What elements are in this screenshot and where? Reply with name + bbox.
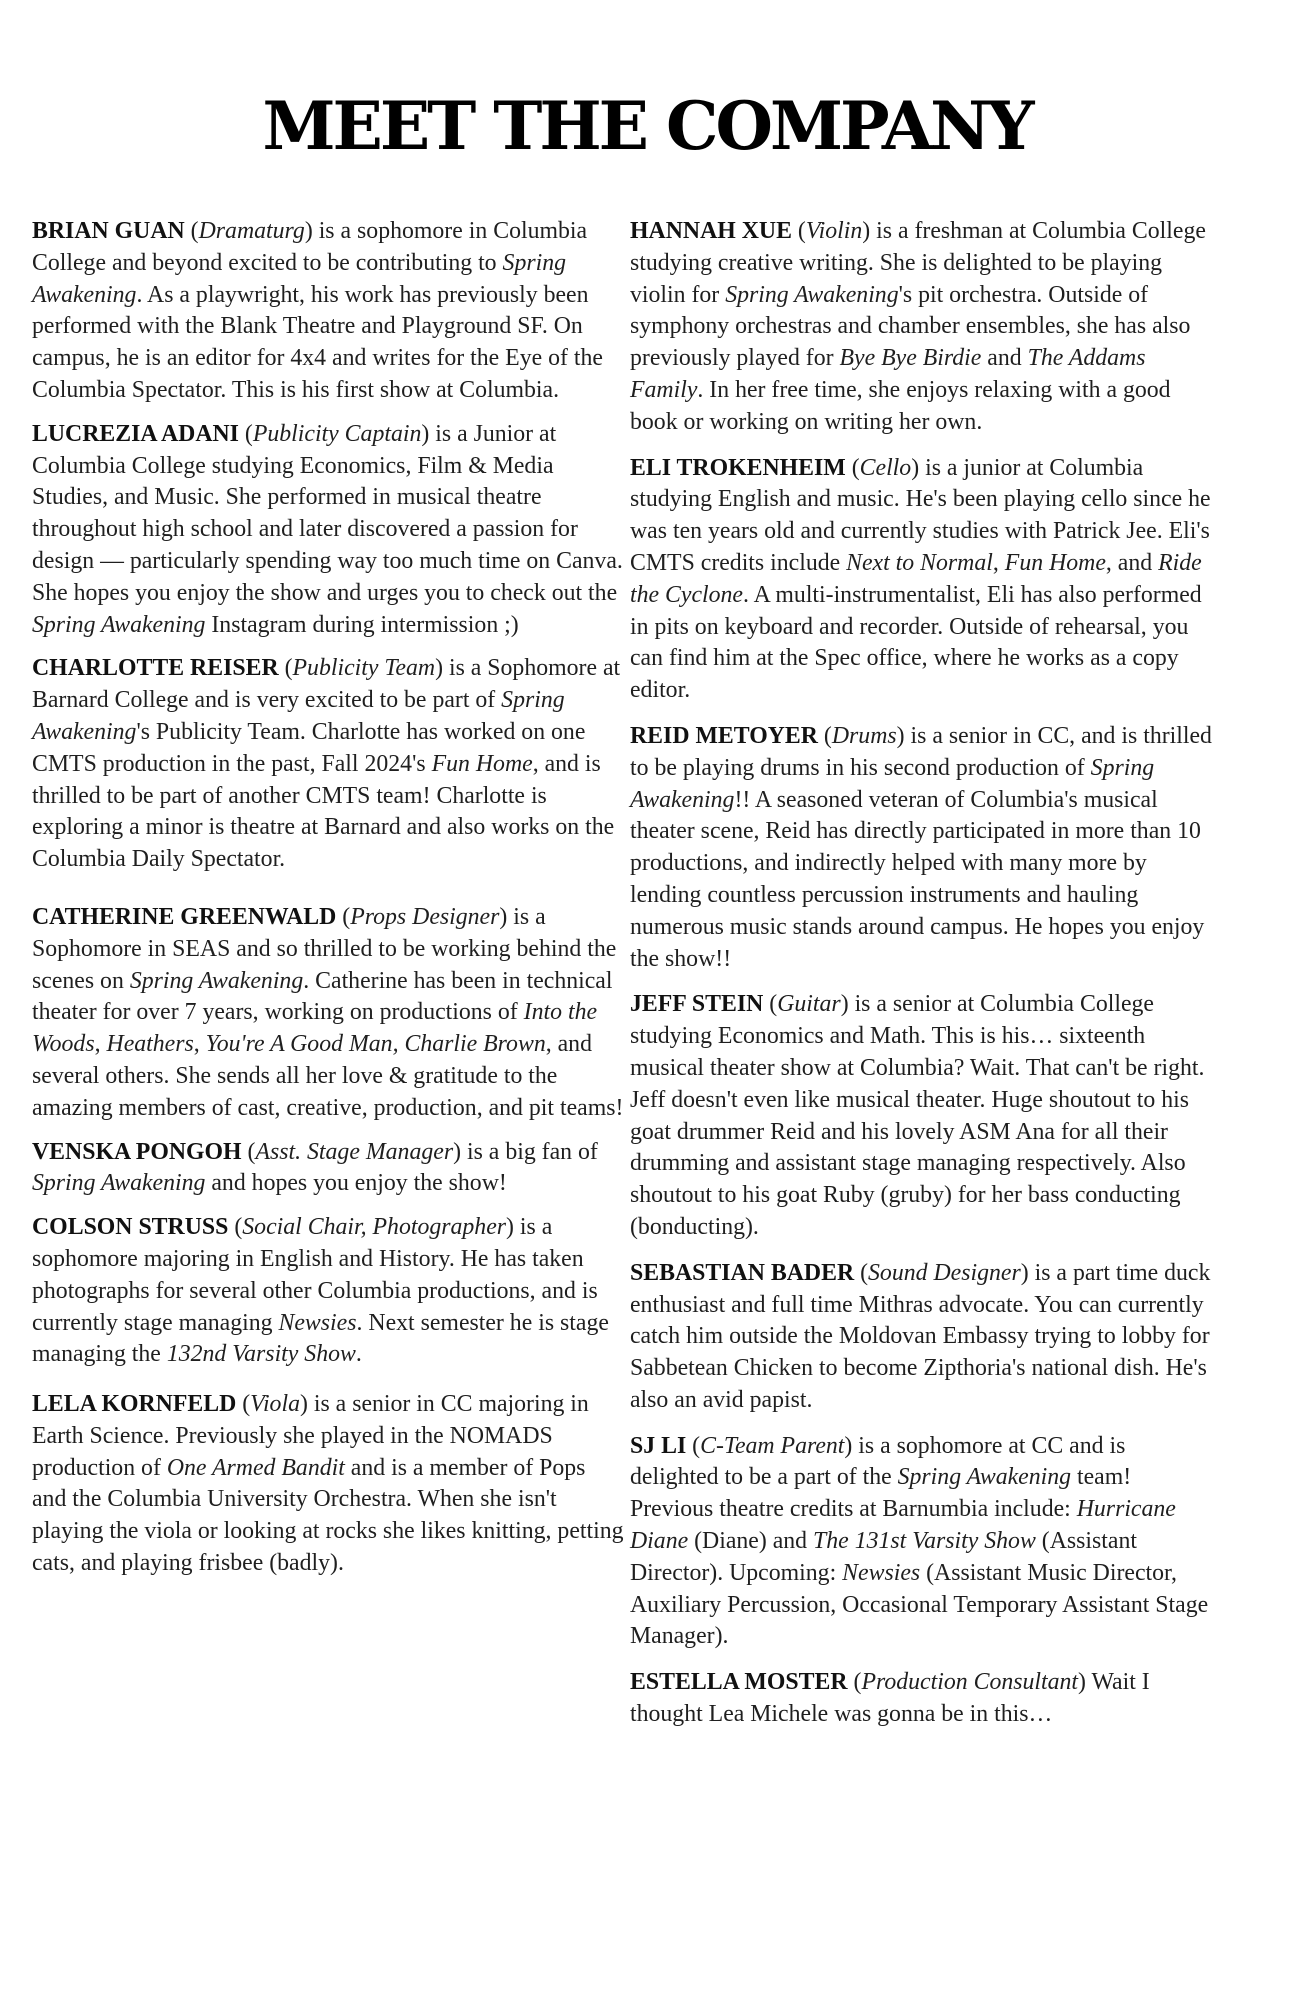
bio-italic-title: Spring Awakening	[630, 754, 1155, 813]
bio-text: is a freshman at Columbia College studying creative writing. She is delighted to be playing violin for	[630, 218, 1206, 308]
bio-italic-title: Next to Normal	[846, 549, 993, 576]
bio-role: Production Consultant	[861, 1669, 1079, 1696]
bio-text: Instagram during intermission ;)	[205, 611, 519, 638]
bio-entry: REID METOYER (Drums) is a senior in CC, and is thrilled to be playing drums in his second production of Spring Awakening!! A seasoned veteran of Columbia's musical theater scene, Reid has directly participated in more than 10 productions, and indirectly helped with many more by lending countless percussion instruments and hauling numerous music stands around campus. He hopes you enjoy the show!!	[630, 722, 1212, 972]
bio-text: . In her free time, she enjoys relaxing with a good book or working on writing her own.	[630, 376, 1171, 435]
bio-name: VENSKA PONGOH	[32, 1138, 242, 1165]
bio-text: is a big fan of	[461, 1138, 598, 1165]
bio-entry: BRIAN GUAN (Dramaturg) is a sophomore in Columbia College and beyond excited to be contributing to Spring Awakening. As a playwright, his work has previously been performed with the Blank Theatre and Playground SF. On campus, he is an editor for 4x4 and writes for the Eye of the Columbia Spectator. This is his first show at Columbia.	[32, 218, 603, 403]
bio-role: Asst. Stage Manager	[255, 1138, 454, 1165]
bio-role: Sound Designer	[868, 1259, 1021, 1286]
bio-name: COLSON STRUSS	[32, 1214, 229, 1241]
bio-text: (Assistant Director). Upcoming:	[630, 1528, 1137, 1586]
bio-italic-title: Bye Bye Birdie	[839, 345, 982, 372]
bio-text: is a sophomore majoring in English and History. He has taken photographs for several other Columbia productions, and is currently stage managing	[32, 1214, 598, 1336]
bio-name: SJ LI	[630, 1432, 687, 1459]
bio-text: Wait I thought Lea Michele was gonna be in this…	[630, 1669, 1150, 1728]
bio-italic-title: Spring Awakening	[129, 967, 304, 994]
bio-text: is a sophomore at CC and is delighted to be a part of the	[630, 1432, 1126, 1491]
bio-name: ELI TROKENHEIM	[630, 454, 846, 481]
bio-text: 's pit orchestra. Outside of symphony orchestras and chamber ensembles, she has also previously played for	[630, 281, 1191, 372]
bio-text: is a part time duck enthusiast and full time Mithras advocate. You can currently catch him outside the Moldovan Embassy trying to lobby for Sabbetean Chicken to become Zipthoria's national dish. He's also an avid papist.	[630, 1259, 1211, 1413]
bio-role: Publicity Team	[292, 655, 436, 682]
bio-text: . A multi-instrumentalist, Eli has also performed in pits on keyboard and recorder. Outside of rehearsal, you can find him at the Spec office, where he works as a copy editor.	[630, 581, 1202, 704]
bio-text: . Next semester he is stage managing the	[32, 1309, 609, 1368]
bio-italic-title: Newsies	[842, 1559, 921, 1586]
bio-name: HANNAH XUE	[630, 218, 792, 244]
bio-role: Social Chair, Photographer	[242, 1214, 507, 1241]
bio-italic-title: You're A Good Man, Charlie Brown	[205, 1031, 546, 1058]
bio-name: SEBASTIAN BADER	[630, 1259, 855, 1286]
bio-italic-title: Newsies	[278, 1309, 357, 1336]
bio-role: Guitar	[777, 991, 841, 1018]
bio-name: CATHERINE GREENWALD	[32, 903, 337, 930]
bio-entry: HANNAH XUE (Violin) is a freshman at Columbia College studying creative writing. She is delighted to be playing violin for Spring Awakening's pit orchestra. Outside of symphony orchestras and chamber ensembles, she has also previously played for Bye Bye Birdie and The Addams Family. In her free time, she enjoys relaxing with a good book or working on writing her own.	[630, 218, 1206, 435]
bio-role: Props Designer	[350, 903, 500, 930]
bio-text: (Assistant Music Director, Auxiliary Percussion, Occasional Temporary Assistant Stage Manager).	[630, 1559, 1209, 1650]
bio-italic-title: Spring Awakening	[897, 1464, 1072, 1491]
bio-text: . Catherine has been in technical theater for over 7 years, working on productions of	[32, 967, 613, 1026]
bio-italic-title: Into the Woods	[32, 999, 598, 1058]
bio-text: , and is thrilled to be part of another CMTS team! Charlotte is exploring a minor is theatre at Barnard and also works on the Columbia Daily Spectator.	[32, 750, 615, 873]
bio-italic-title: Spring Awakening	[725, 281, 899, 308]
bio-column-right	[630, 216, 1212, 1731]
bio-entry: LUCREZIA ADANI (Publicity Captain) is a Junior at Columbia College studying Economics, Film & Media Studies, and Music. She performed in musical theatre throughout high school and later discovered a passion for design — particularly spending way too much time on Canva. She hopes you enjoy the show and urges you to check out the Spring Awakening Instagram during intermission ;)	[32, 420, 623, 638]
bio-entry: CATHERINE GREENWALD (Props Designer) is a Sophomore in SEAS and so thrilled to be working behind the scenes on Spring Awakening. Catherine has been in technical theater for over 7 years, working on productions of Into the Woods, Heathers, You're A Good Man, Charlie Brown, and several others. She sends all her love & gratitude to the amazing members of cast, creative, production, and pit teams!	[32, 903, 624, 1121]
bio-text: team! Previous theatre credits at Barnumbia include:	[630, 1464, 1132, 1523]
bio-entry: CHARLOTTE REISER (Publicity Team) is a Sophomore at Barnard College and is very excited to be part of Spring Awakening's Publicity Team. Charlotte has worked on one CMTS production in the past, Fall 2024's Fun Home, and is thrilled to be part of another CMTS team! Charlotte is exploring a minor is theatre at Barnard and also works on the Columbia Daily Spectator.	[32, 655, 621, 873]
bio-entry: JEFF STEIN (Guitar) is a senior at Columbia College studying Economics and Math. This is his… sixteenth musical theater show at Columbia? Wait. That can't be right. Jeff doesn't even like musical theater. Huge shoutout to his goat drummer Reid and his lovely ASM Ana for all their drumming and assistant stage managing respectively. Also shoutout to his goat Ruby (gruby) for her bass conducting (bonducting).	[630, 991, 1205, 1240]
bio-column-left	[32, 216, 624, 1580]
bio-text: and	[981, 345, 1028, 372]
bio-italic-title: Spring Awakening	[32, 611, 206, 638]
bio-role: Viola	[250, 1391, 300, 1418]
bio-text: , and several others. She sends all her love & gratitude to the amazing members of cast, creative, production, and pit teams!	[32, 1031, 624, 1121]
bio-text: 's Publicity Team. Charlotte has worked on one CMTS production in the past, Fall 2024's	[32, 718, 586, 777]
bio-name: REID METOYER	[630, 722, 818, 749]
bio-text: is a senior at Columbia College studying Economics and Math. This is his… sixteenth musical theater show at Columbia? Wait. That can't be right. Jeff doesn't even like musical theater. Huge shoutout to his goat drummer Reid and his lovely ASM Ana for all their drumming and assistant stage managing respectively. Also shoutout to his goat Ruby (gruby) for her bass conducting (bonducting).	[630, 991, 1205, 1240]
bio-name: BRIAN GUAN	[32, 218, 185, 244]
bio-italic-title: Heathers	[106, 1031, 194, 1058]
bio-name: JEFF STEIN	[630, 991, 764, 1018]
bio-text: and is a member of Pops and the Columbia University Orchestra. When she isn't playing the viola or looking at rocks she likes knitting, petting cats, and playing frisbee (badly).	[32, 1454, 624, 1577]
bio-text: ,	[94, 1031, 107, 1058]
bio-text: . As a playwright, his work has previously been performed with the Blank Theatre and Playground SF. On campus, he is an editor for 4x4 and writes for the Eye of the Columbia Spectator. This is his first show at Columbia.	[32, 281, 603, 403]
bio-italic-title: Fun Home	[1004, 549, 1106, 576]
bio-text: and hopes you enjoy the show!	[205, 1170, 507, 1197]
bio-text: is a Sophomore in SEAS and so thrilled to be working behind the scenes on	[32, 903, 617, 994]
bio-text: ,	[992, 549, 1005, 576]
bio-italic-title: Hurricane Diane	[630, 1496, 1176, 1555]
bio-role: Publicity Captain	[252, 420, 422, 447]
bio-text: is a senior in CC, and is thrilled to be playing drums in his second production of	[630, 722, 1212, 781]
bio-text: is a Sophomore at Barnard College and is very excited to be part of	[32, 655, 621, 714]
bio-italic-title: 132nd Varsity Show	[166, 1341, 356, 1368]
bio-entry: VENSKA PONGOH (Asst. Stage Manager) is a big fan of Spring Awakening and hopes you enjoy the show!	[32, 1138, 598, 1197]
bio-entry: LELA KORNFELD (Viola) is a senior in CC majoring in Earth Science. Previously she played in the NOMADS production of One Armed Bandit and is a member of Pops and the Columbia University Orchestra. When she isn't playing the viola or looking at rocks she likes knitting, petting cats, and playing frisbee (badly).	[32, 1391, 624, 1577]
bio-text: !! A seasoned veteran of Columbia's musical theater scene, Reid has directly participated in more than 10 productions, and indirectly helped with many more by lending countless percussion instruments and hauling numerous music stands around campus. He hopes you enjoy the show!!	[630, 786, 1205, 972]
bio-role: Drums	[831, 722, 897, 749]
bio-name: ESTELLA MOSTER	[630, 1669, 848, 1696]
bio-text: is a senior in CC majoring in Earth Science. Previously she played in the NOMADS production of	[32, 1391, 589, 1481]
bio-text: , and	[1105, 549, 1159, 576]
bio-text: .	[355, 1341, 362, 1368]
bio-role: Violin	[805, 218, 863, 244]
bio-italic-title: The 131st Varsity Show	[813, 1528, 1036, 1555]
bio-italic-title: The Addams Family	[630, 345, 1146, 403]
bio-italic-title: Spring Awakening	[32, 1170, 206, 1197]
bio-text: (Diane) and	[688, 1528, 814, 1555]
bio-italic-title: Spring Awakening	[32, 687, 565, 745]
bio-italic-title: Fun Home	[431, 750, 533, 777]
bio-entry: ELI TROKENHEIM (Cello) is a junior at Columbia studying English and music. He's been playing cello since he was ten years old and currently studies with Patrick Jee. Eli's CMTS credits include Next to Normal, Fun Home, and Ride the Cyclone. A multi-instrumentalist, Eli has also performed in pits on keyboard and recorder. Outside of rehearsal, you can find him at the Spec office, where he works as a copy editor.	[630, 454, 1211, 704]
bio-role: Dramaturg	[198, 218, 305, 244]
bio-name: CHARLOTTE REISER	[32, 655, 279, 682]
bio-entry: SEBASTIAN BADER (Sound Designer) is a part time duck enthusiast and full time Mithras advocate. You can currently catch him outside the Moldovan Embassy trying to lobby for Sabbetean Chicken to become Zipthoria's national dish. He's also an avid papist.	[630, 1259, 1211, 1413]
bio-role: Cello	[859, 454, 912, 481]
bio-italic-title: Ride the Cyclone	[630, 549, 1202, 608]
bio-text: is a junior at Columbia studying English and music. He's been playing cello since he was ten years old and currently studies with Patrick Jee. Eli's CMTS credits include	[630, 454, 1211, 576]
bio-role: C-Team Parent	[700, 1432, 845, 1459]
bio-entry: SJ LI (C-Team Parent) is a sophomore at CC and is delighted to be a part of the Spring Awakening team! Previous theatre credits at Barnumbia include: Hurricane Diane (Diane) and The 131st Varsity Show (Assistant Director). Upcoming: Newsies (Assistant Music Director, Auxiliary Percussion, Occasional Temporary Assistant Stage Manager).	[630, 1432, 1209, 1650]
bio-entry: ESTELLA MOSTER (Production Consultant) Wait I thought Lea Michele was gonna be in this…	[630, 1669, 1150, 1728]
bio-text: ,	[193, 1031, 206, 1058]
bio-text: is a sophomore in Columbia College and beyond excited to be contributing to	[32, 218, 588, 276]
bio-italic-title: Spring Awakening	[32, 249, 567, 308]
bio-italic-title: One Armed Bandit	[166, 1454, 345, 1481]
bio-name: LELA KORNFELD	[32, 1391, 237, 1418]
bio-name: LUCREZIA ADANI	[32, 420, 239, 447]
bio-entry: COLSON STRUSS (Social Chair, Photographer) is a sophomore majoring in English and History. He has taken photographs for several other Columbia productions, and is currently stage managing Newsies. Next semester he is stage managing the 132nd Varsity Show.	[32, 1214, 609, 1368]
page-title: MEET THE COMPANY	[262, 87, 1032, 165]
bio-text: is a Junior at Columbia College studying Economics, Film & Media Studies, and Music. She performed in musical theatre throughout high school and later discovered a passion for design — particularly spending way too much time on Canva. She hopes you enjoy the show and urges you to check out the	[32, 420, 623, 606]
